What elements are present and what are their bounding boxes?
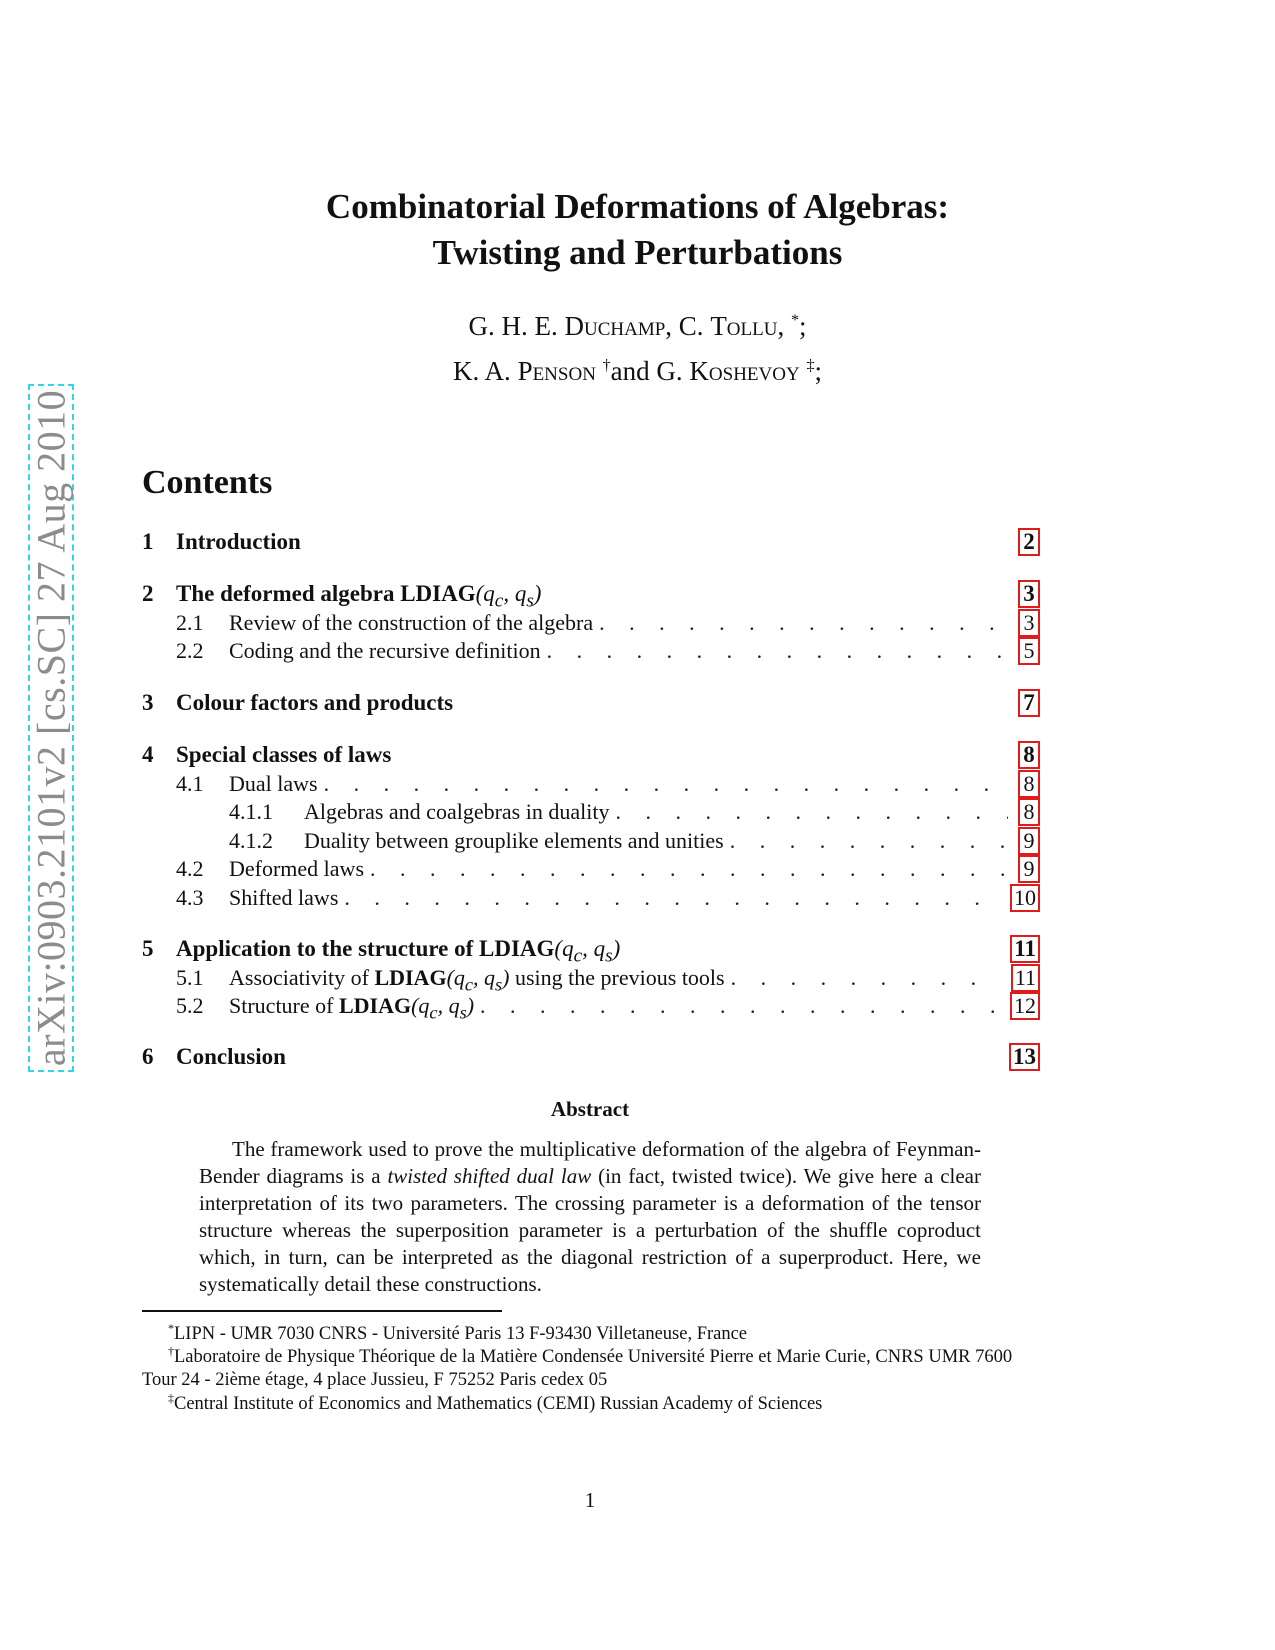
toc-math: ($q_c$, $q_s$) <box>475 581 542 612</box>
toc-number: 1 <box>142 529 154 554</box>
footnote-text: LIPN - UMR 7030 CNRS - Université Paris 13 F-93430 Villetaneuse, France <box>174 1324 748 1345</box>
toc-page-link[interactable]: 3 <box>1018 580 1040 608</box>
footnote-mark-ddagger[interactable]: ‡ <box>806 357 815 374</box>
toc-leader-dots <box>731 965 1001 991</box>
toc-number: 4.1.2 <box>229 828 273 853</box>
toc-page-link[interactable]: 9 <box>1018 855 1040 883</box>
toc-page-link[interactable]: 5 <box>1018 637 1040 665</box>
toc-leader-dots <box>324 771 1008 797</box>
toc-leader-dots <box>730 828 1008 854</box>
toc-title: Dual laws <box>229 771 318 796</box>
toc-leader-dots <box>370 856 1008 882</box>
title-line-2: Twisting and Perturbations <box>432 233 843 272</box>
footnote <box>142 1387 1040 1416</box>
author-4-initials: G. <box>656 356 683 386</box>
page-number: 1 <box>584 1488 596 1512</box>
toc-entry[interactable] <box>142 992 1040 1022</box>
author-2-name: Tollu <box>710 311 778 341</box>
toc-number: 4.2 <box>176 856 204 881</box>
toc-leader-dots <box>480 993 1000 1019</box>
toc-page-link[interactable]: 8 <box>1018 741 1040 769</box>
toc-title: Duality between grouplike elements and unities <box>304 828 724 853</box>
arxiv-identifier: arXiv:0903.2101v2 [cs.SC] 27 Aug 2010 <box>28 389 74 1067</box>
toc-page-link[interactable]: 11 <box>1010 935 1040 963</box>
toc-title: Conclusion <box>176 1044 286 1069</box>
toc-page-link[interactable]: 7 <box>1018 689 1040 717</box>
author-1-name: Duchamp <box>564 311 666 341</box>
toc-title: Introduction <box>176 529 301 554</box>
abstract-text-b: (in fact, twisted twice). We give here a clear interpretation of its two parameters. The crossing parameter is a deformation of the tensor structure whereas the superposition parameter is a perturbation of the shuffle coproduct which, in turn, can be interpreted as the diagonal restriction of a superproduct. Here, we systematically detail these constructions. <box>199 1164 981 1296</box>
toc-title: Algebras and coalgebras in duality <box>304 799 610 824</box>
footnote-mark-dagger[interactable]: † <box>602 357 611 374</box>
toc-page-link[interactable]: 12 <box>1010 992 1040 1020</box>
toc-math: ($q_c$, $q_s$) <box>411 993 475 1023</box>
toc-number: 5.2 <box>176 993 204 1018</box>
abstract-heading: Abstract <box>550 1097 630 1121</box>
toc-page-link[interactable]: 8 <box>1018 770 1040 798</box>
author-block <box>200 301 1075 391</box>
toc-title: Special classes of laws <box>176 742 392 767</box>
abstract-emphasis: twisted shifted dual law <box>387 1164 592 1188</box>
toc-entry[interactable] <box>142 637 1040 667</box>
toc-entry[interactable] <box>142 689 1040 719</box>
paper-title <box>200 184 1075 276</box>
footnote-mark: ‡ <box>168 1391 174 1405</box>
toc-title-bold: LDIAG <box>338 993 412 1018</box>
toc-title-post: using the previous tools <box>515 965 725 990</box>
toc-math: ($q_c$, $q_s$) <box>554 936 621 967</box>
toc-entry[interactable] <box>142 964 1040 994</box>
abstract-text-a: The framework used to prove the multiplicative deformation of the algebra of Feynman-Bender diagrams is a <box>199 1137 981 1188</box>
toc-math: ($q_c$, $q_s$) <box>446 965 510 995</box>
toc-entry[interactable] <box>142 1043 1040 1073</box>
toc-entry[interactable] <box>142 741 1040 771</box>
toc-number: 5.1 <box>176 965 204 990</box>
toc-leader-dots <box>344 885 1000 911</box>
toc-leader-dots <box>615 799 1008 825</box>
toc-page-link[interactable]: 3 <box>1018 609 1040 637</box>
toc-leader-dots <box>547 638 1008 664</box>
toc-number: 6 <box>142 1044 154 1069</box>
toc-entry[interactable] <box>142 609 1040 639</box>
footnote-text: Laboratoire de Physique Théorique de la Matière Condensée Université Pierre et Marie Curie, CNRS UMR 7600 Tour 24 - 2ième étage, 4 place Jussieu, F 75252 Paris cedex 05 <box>142 1347 1013 1391</box>
toc-page-link[interactable]: 10 <box>1010 884 1040 912</box>
toc-page-link[interactable]: 2 <box>1018 528 1040 556</box>
toc-entry[interactable] <box>142 580 1040 610</box>
author-4-name: Koshevoy <box>689 356 800 386</box>
author-1-initials: G. H. E. <box>468 311 558 341</box>
footnote-mark: † <box>168 1344 174 1358</box>
footnote-mark: * <box>168 1321 174 1335</box>
toc-title-pre: Structure of <box>229 993 334 1018</box>
footnote-mark-star[interactable]: * <box>790 312 799 329</box>
toc-title: Shifted laws <box>229 885 339 910</box>
title-line-1: Combinatorial Deformations of Algebras: <box>325 187 950 226</box>
abstract-body <box>199 1136 981 1298</box>
author-3-initials: K. A. <box>453 356 511 386</box>
toc-title: The deformed algebra LDIAG <box>176 581 476 606</box>
toc-title: Coding and the recursive definition <box>229 638 541 663</box>
authors-line-1: G. H. E. Duchamp, C. Tollu, *; <box>468 311 807 341</box>
toc-number: 4 <box>142 742 154 767</box>
toc-title-pre: Associativity of <box>229 965 369 990</box>
footnote-text: Central Institute of Economics and Mathematics (CEMI) Russian Academy of Sciences <box>174 1394 823 1415</box>
toc-leader-dots <box>599 610 1008 636</box>
toc-entry[interactable] <box>142 935 1040 965</box>
toc-title: Application to the structure of LDIAG <box>176 936 555 961</box>
toc-title: Deformed laws <box>229 856 365 881</box>
author-2-initials: C. <box>678 311 704 341</box>
toc-entry[interactable] <box>142 855 1040 885</box>
toc-number: 4.1.1 <box>229 799 273 824</box>
toc-title-bold: LDIAG <box>374 965 447 990</box>
toc-entry[interactable] <box>142 528 1040 558</box>
toc-title: Colour factors and products <box>176 690 454 715</box>
toc-entry[interactable] <box>142 770 1040 800</box>
toc-number: 2.1 <box>176 610 204 635</box>
toc-number: 2.2 <box>176 638 204 663</box>
footnote <box>142 1340 1040 1392</box>
toc-number: 5 <box>142 936 154 961</box>
toc-entry[interactable] <box>142 827 1040 857</box>
toc-entry[interactable] <box>142 884 1040 914</box>
contents-heading: Contents <box>142 464 273 501</box>
toc-number: 3 <box>142 690 154 715</box>
toc-number: 4.3 <box>176 885 204 910</box>
toc-page-link[interactable]: 9 <box>1018 827 1040 855</box>
toc-number: 2 <box>142 581 154 606</box>
arxiv-stamp <box>28 384 74 1072</box>
author-and: and <box>610 356 650 386</box>
toc-number: 4.1 <box>176 771 204 796</box>
author-3-name: Penson <box>517 356 596 386</box>
toc-page-link[interactable]: 11 <box>1011 964 1040 992</box>
toc-entry[interactable] <box>142 798 1040 828</box>
toc-title: Review of the construction of the algebra <box>229 610 594 635</box>
authors-line-2: K. A. Penson †and G. Koshevoy ‡; <box>453 356 822 386</box>
toc-page-link[interactable]: 13 <box>1009 1043 1040 1071</box>
toc-page-link[interactable]: 8 <box>1018 798 1040 826</box>
footnote-rule <box>142 1310 502 1312</box>
